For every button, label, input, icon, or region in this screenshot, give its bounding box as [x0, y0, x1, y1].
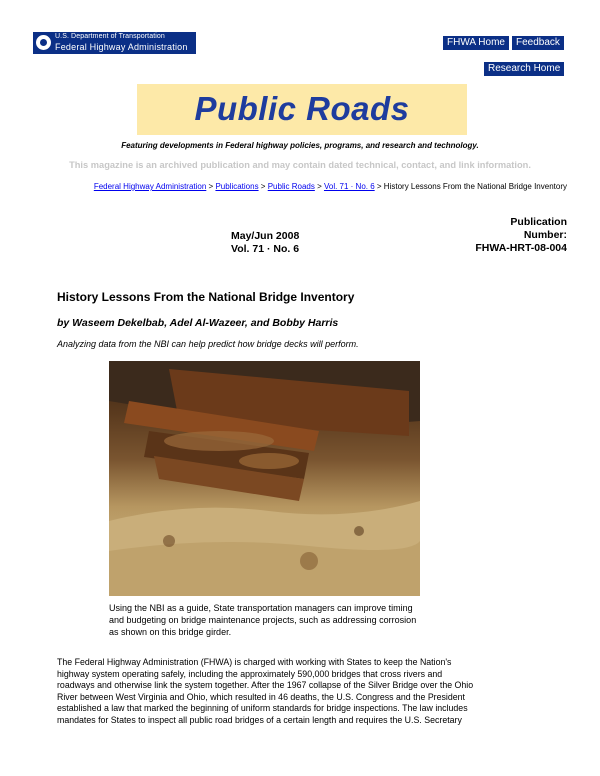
issue-volume: Vol. 71 · No. 6 [231, 243, 300, 255]
dot-name: U.S. Department of Transportation [55, 33, 165, 40]
photo-caption: Using the NBI as a guide, State transportation managers can improve timing and budgeting on bridge maintenance projects, such as addressing corrosion as shown on this bridge girder. [109, 603, 417, 637]
bridge-girder-photo [109, 361, 420, 596]
tagline: Featuring developments in Federal highway policies, programs, and research and technology. [121, 141, 479, 150]
dot-emblem-icon [36, 35, 51, 50]
research-home-link[interactable]: Research Home [484, 62, 564, 76]
article-byline: by Waseem Dekelbab, Adel Al-Wazeer, and Bobby Harris [57, 317, 339, 329]
magazine-title: Public Roads [194, 90, 410, 127]
masthead-banner [137, 84, 467, 135]
publication-number-label: Publication Number: [510, 216, 567, 241]
fhwa-name: Federal Highway Administration [55, 42, 188, 52]
breadcrumb-separator: > [314, 182, 324, 191]
breadcrumb-separator: > [206, 182, 216, 191]
breadcrumb-current: History Lessons From the National Bridge Inventory [383, 182, 567, 191]
breadcrumb-fhwa[interactable]: Federal Highway Administration [93, 182, 207, 191]
publication-number-value: FHWA-HRT-08-004 [475, 242, 567, 254]
issue-date: May/Jun 2008 [231, 230, 300, 242]
breadcrumb-issue[interactable]: Vol. 71 · No. 6 [323, 182, 375, 191]
breadcrumb-separator: > [258, 182, 268, 191]
breadcrumb [47, 181, 567, 192]
breadcrumb-separator: > [374, 182, 384, 191]
usdot-fhwa-logo[interactable] [33, 32, 196, 54]
article-dek: Analyzing data from the NBI can help predict how bridge decks will perform. [57, 339, 359, 349]
breadcrumb-public-roads[interactable]: Public Roads [267, 182, 315, 191]
article-title: History Lessons From the National Bridge Inventory [57, 290, 355, 304]
archive-notice: This magazine is an archived publication and may contain dated technical, contact, and link information. [69, 160, 531, 170]
corroded-girder-image [109, 361, 420, 596]
feedback-link[interactable]: Feedback [512, 36, 564, 50]
fhwa-home-link[interactable]: FHWA Home [443, 36, 509, 50]
article-body: The Federal Highway Administration (FHWA) is charged with working with States to keep the Nation's highway system operating safely, including the approximately 590,000 bridges that cross rivers and roadways and otherwise link the system together. After the 1967 collapse of the Silver Bridge over the Ohio River between West Virginia and Ohio, which resulted in 46 deaths, the U.S. Congress and the President established a law that marked the beginning of uniform standards for bridge inspections. The law includes mandates for States to inspect all public road bridges of a certain length and requires the U.S. Secretary [57, 657, 474, 725]
publication-number [467, 216, 567, 255]
breadcrumb-publications[interactable]: Publications [215, 182, 259, 191]
